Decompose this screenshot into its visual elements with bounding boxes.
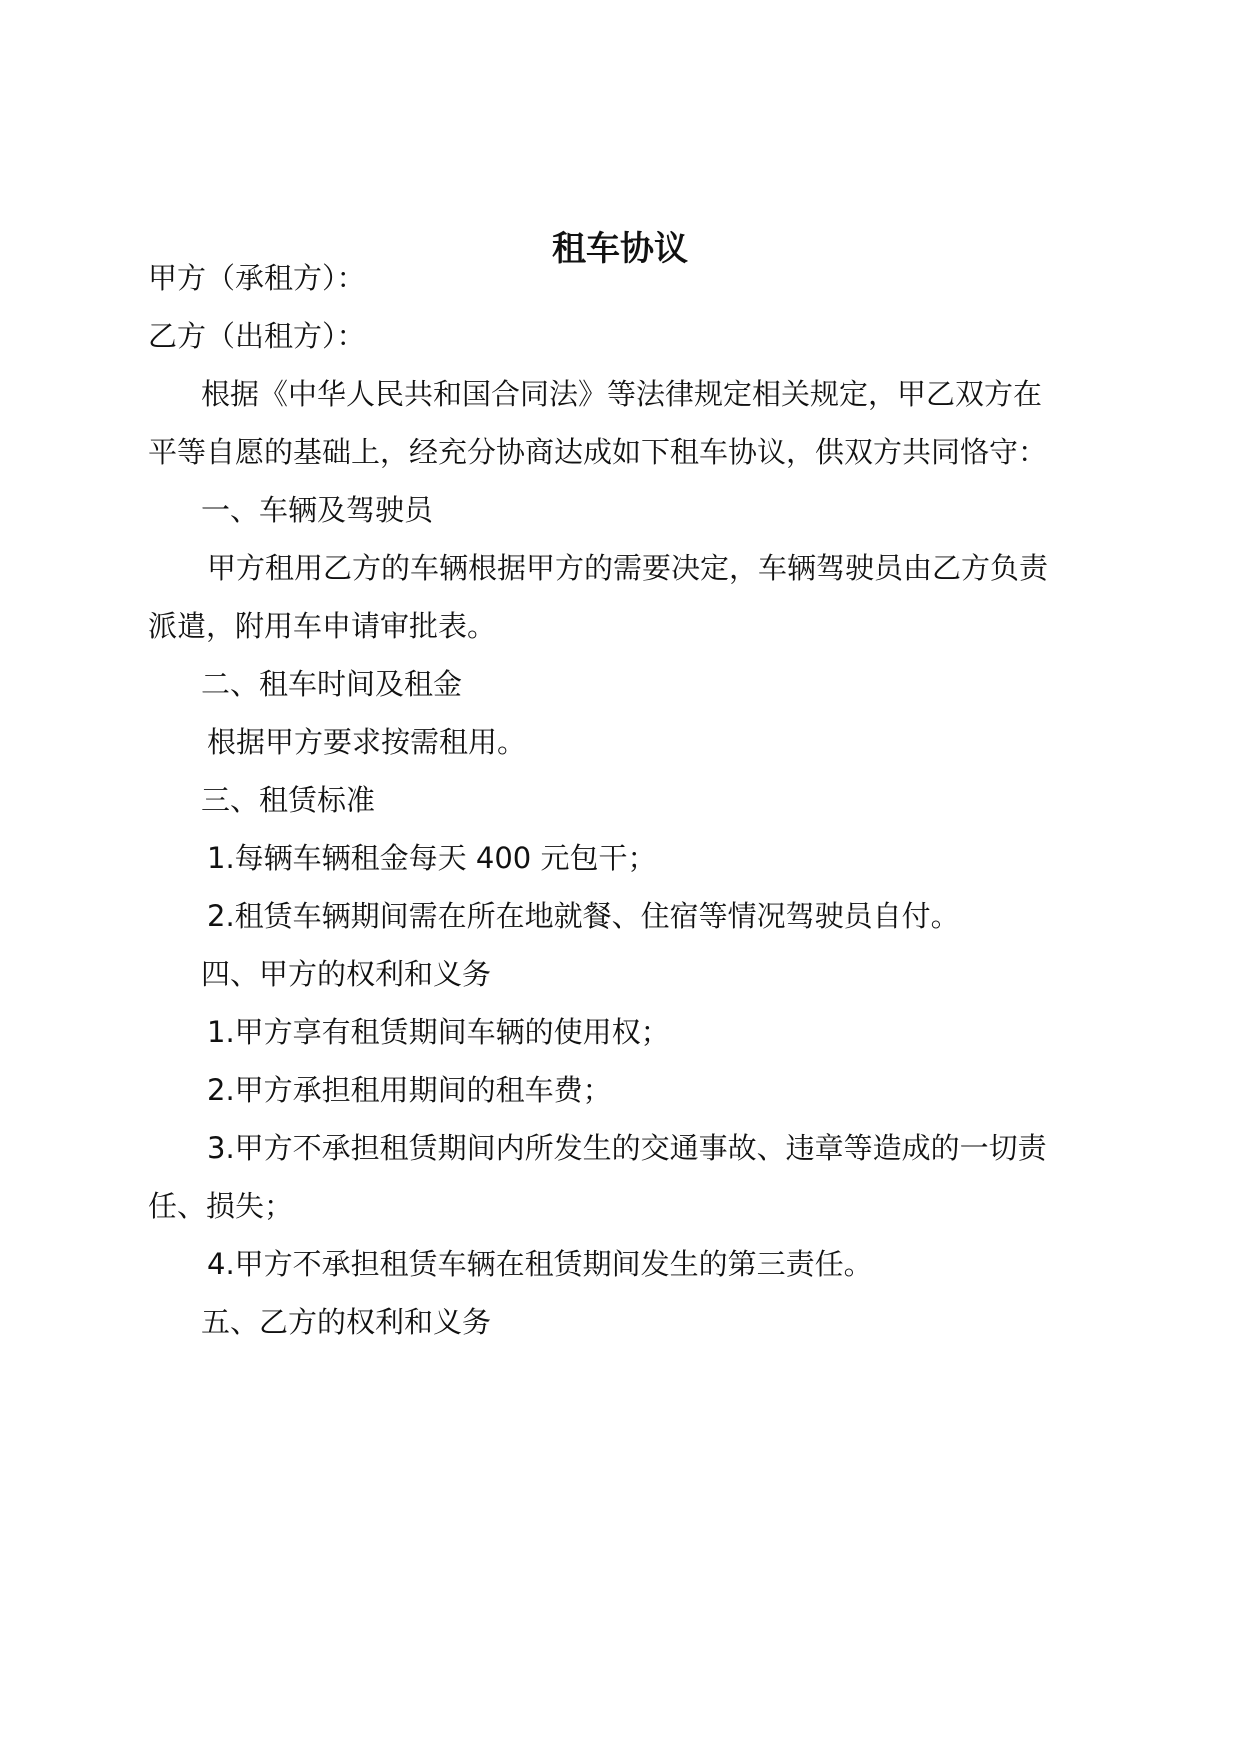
section-heading-4: 四、甲方的权利和义务 [201, 957, 492, 991]
section-heading-1: 一、车辆及驾驶员 [201, 493, 434, 527]
section-3-line-1: 1.每辆车辆租金每天 400 元包干； [207, 841, 657, 875]
section-4-line-1: 1.甲方享有租赁期间车辆的使用权； [207, 1015, 670, 1049]
section-heading-3: 三、租赁标准 [201, 783, 376, 817]
party-b-line: 乙方（出租方）： [148, 319, 366, 353]
section-2-line-1: 根据甲方要求按需租用。 [207, 725, 527, 759]
section-4-line-2: 2.甲方承担租用期间的租车费； [207, 1073, 612, 1107]
intro-line-2: 平等自愿的基础上，经充分协商达成如下租车协议，供双方共同恪守： [148, 435, 1048, 469]
section-heading-5: 五、乙方的权利和义务 [201, 1305, 492, 1339]
document-title: 租车协议 [552, 229, 688, 269]
intro-line-1: 根据《中华人民共和国合同法》等法律规定相关规定，甲乙双方在 [201, 377, 1043, 411]
section-4-line-4: 任、损失； [148, 1189, 294, 1223]
party-a-line: 甲方（承租方）： [148, 261, 366, 295]
section-1-line-2: 派遣，附用车申请审批表。 [148, 609, 497, 643]
section-3-line-2: 2.租赁车辆期间需在所在地就餐、住宿等情况驾驶员自付。 [207, 899, 960, 933]
section-heading-2: 二、租车时间及租金 [201, 667, 463, 701]
section-4-line-3: 3.甲方不承担租赁期间内所发生的交通事故、违章等造成的一切责 [207, 1131, 1047, 1165]
section-1-line-1: 甲方租用乙方的车辆根据甲方的需要决定，车辆驾驶员由乙方负责 [207, 551, 1049, 585]
section-4-line-5: 4.甲方不承担租赁车辆在租赁期间发生的第三责任。 [207, 1247, 873, 1281]
